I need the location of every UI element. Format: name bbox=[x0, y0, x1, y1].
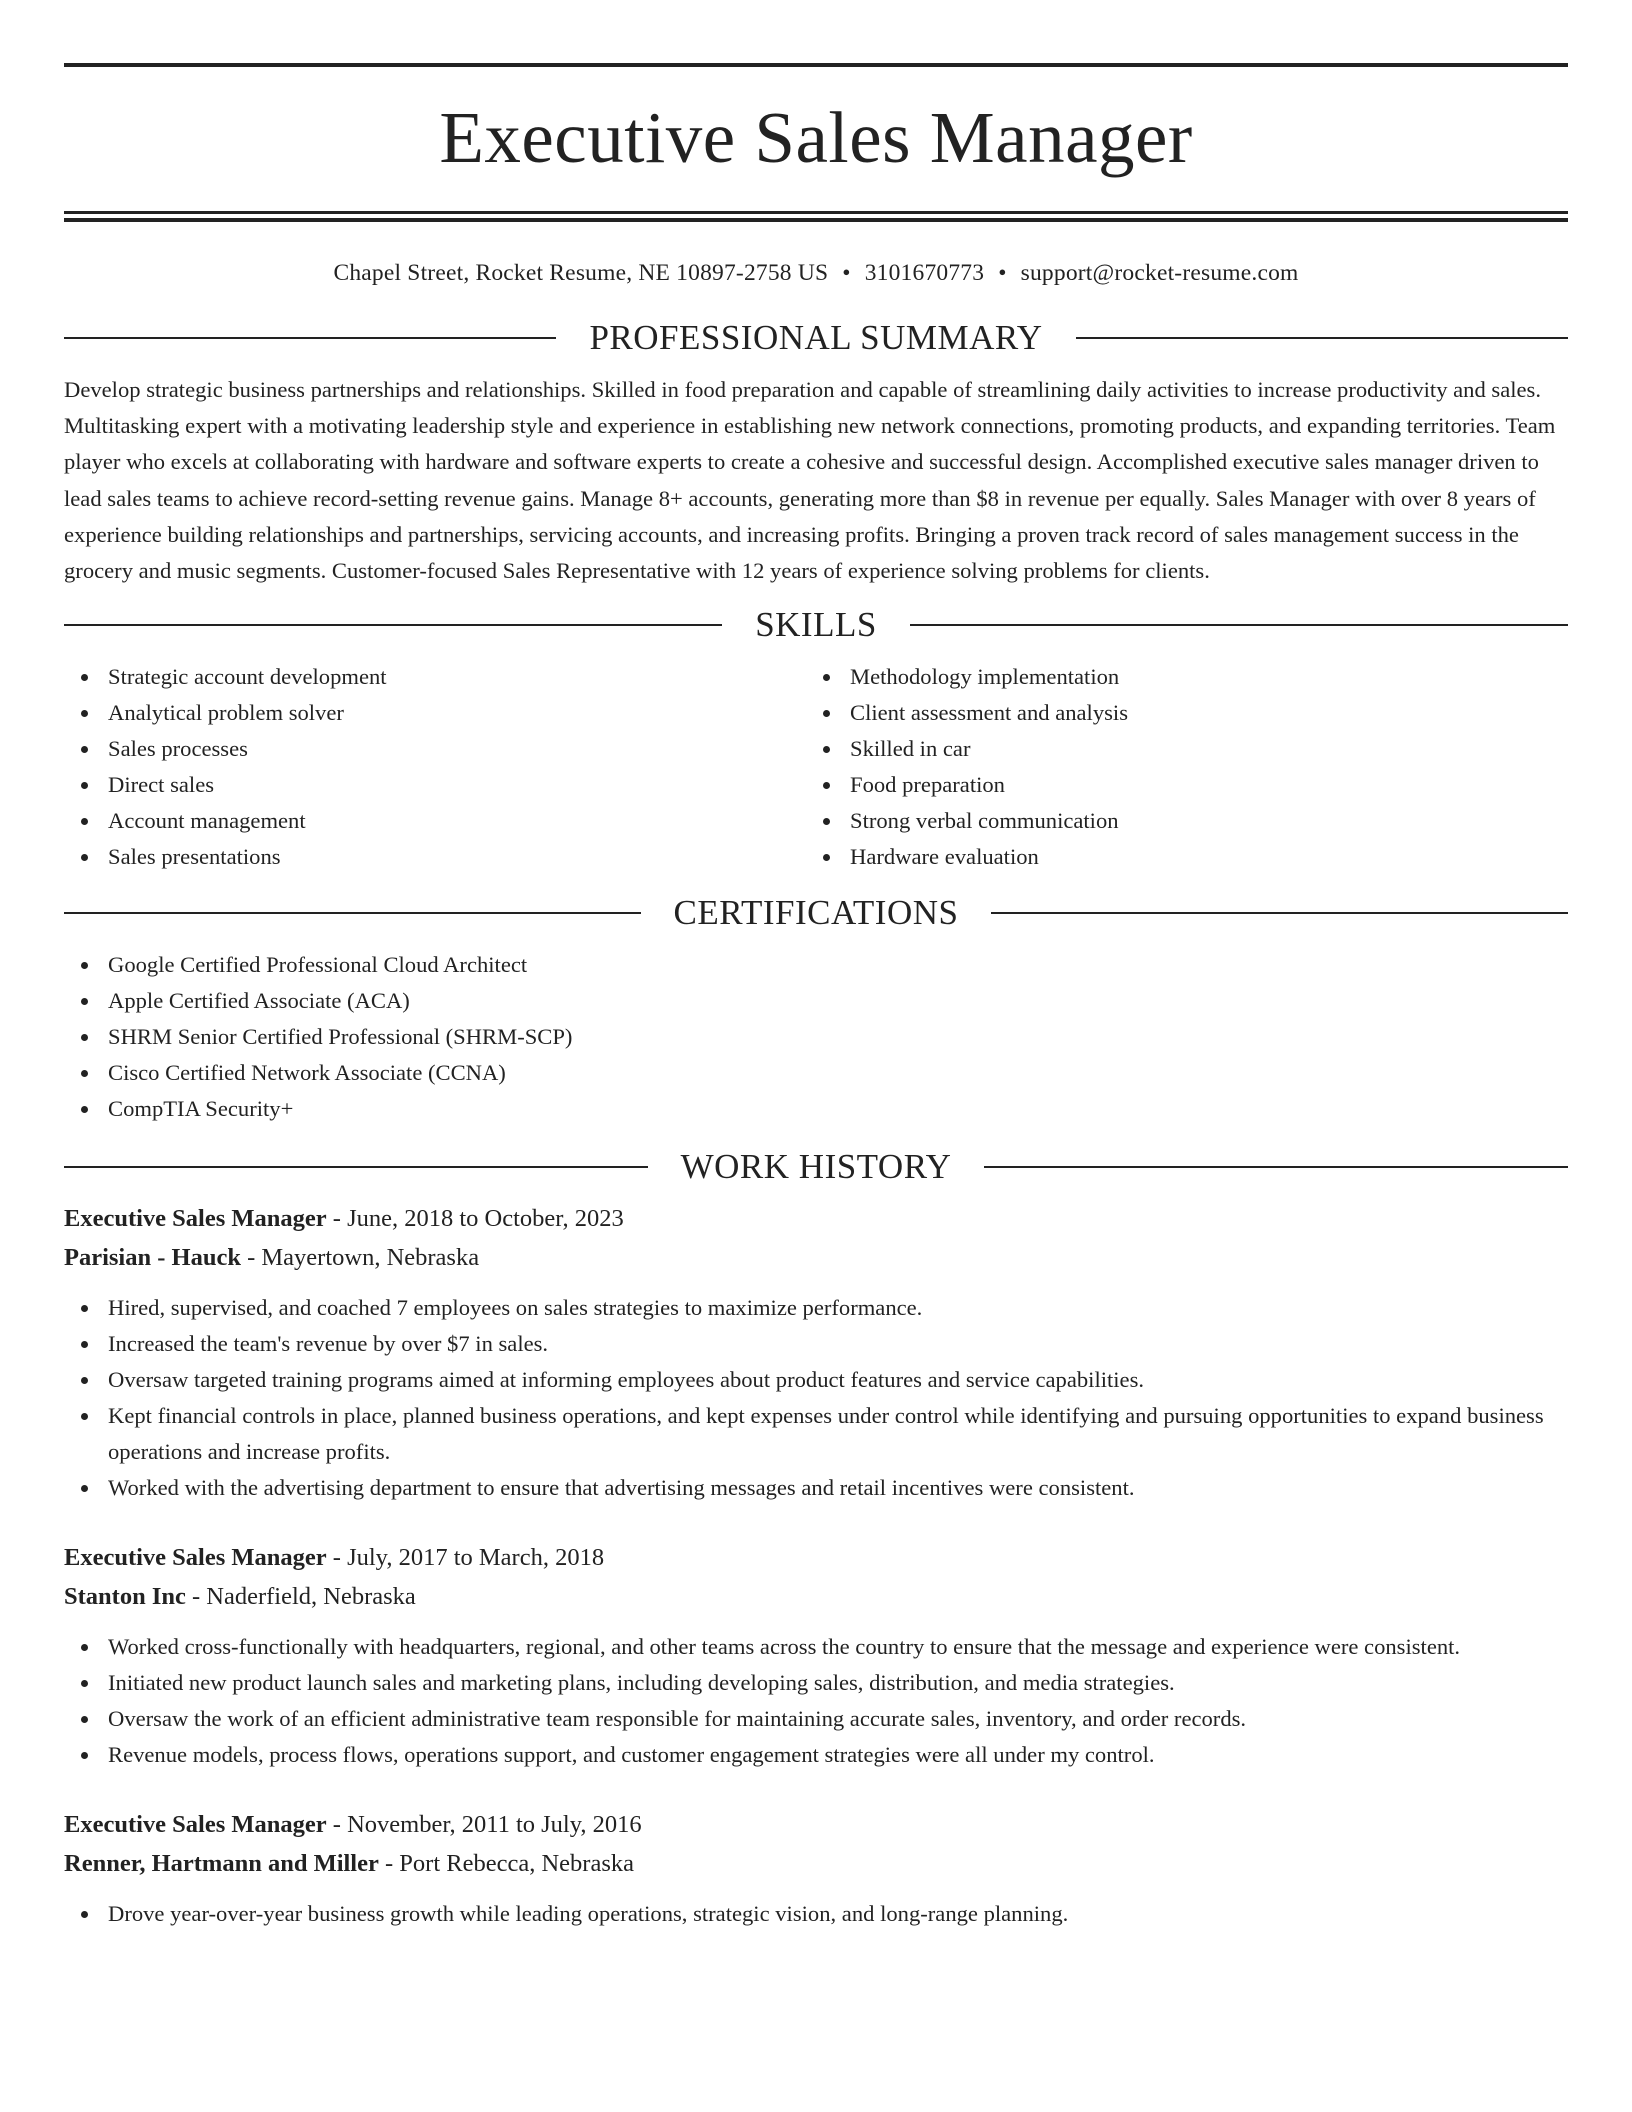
list-item: Initiated new product launch sales and marketing plans, including developing sales, distribution, and media strategies. bbox=[108, 1665, 1568, 1701]
section-heading-summary bbox=[64, 316, 1568, 360]
resume-name: Executive Sales Manager bbox=[439, 97, 1193, 178]
list-item: Methodology implementation bbox=[850, 659, 1548, 695]
list-item: Kept financial controls in place, planned business operations, and kept expenses under control while identifying and pursuing opportunities to expand business operations and increase profits. bbox=[108, 1398, 1568, 1470]
list-item: CompTIA Security+ bbox=[108, 1091, 1568, 1127]
job-entry bbox=[64, 1805, 1568, 1932]
heading-rule-left bbox=[64, 337, 556, 339]
list-item: Increased the team's revenue by over $7 in sales. bbox=[108, 1326, 1568, 1362]
certifications-list bbox=[64, 947, 1568, 1127]
job-dates: - June, 2018 to October, 2023 bbox=[326, 1205, 624, 1233]
heading-rule-right bbox=[984, 1166, 1568, 1168]
job-dates: - July, 2017 to March, 2018 bbox=[326, 1544, 605, 1572]
list-item: Google Certified Professional Cloud Architect bbox=[108, 947, 1568, 983]
heading-rule-right bbox=[910, 624, 1568, 626]
contact-address: Chapel Street, Rocket Resume, NE 10897-2758 US bbox=[333, 260, 829, 286]
job-location: - Port Rebecca, Nebraska bbox=[378, 1850, 634, 1878]
list-item: Worked cross-functionally with headquarters, regional, and other teams across the country to ensure that the message and experience were consistent. bbox=[108, 1629, 1568, 1665]
job-company-line bbox=[64, 1844, 1568, 1883]
job-location: - Mayertown, Nebraska bbox=[240, 1244, 480, 1272]
list-item: Revenue models, process flows, operations support, and customer engagement strategies were all under my control. bbox=[108, 1737, 1568, 1773]
list-item: Drove year-over-year business growth while leading operations, strategic vision, and long-range planning. bbox=[108, 1896, 1568, 1932]
contact-email: support@rocket-resume.com bbox=[1020, 260, 1299, 286]
job-bullets bbox=[64, 1629, 1568, 1773]
job-location: - Naderfield, Nebraska bbox=[185, 1583, 416, 1611]
list-item: Apple Certified Associate (ACA) bbox=[108, 983, 1568, 1019]
section-title: CERTIFICATIONS bbox=[673, 893, 959, 933]
list-item: Hired, supervised, and coached 7 employees on sales strategies to maximize performance. bbox=[108, 1290, 1568, 1326]
job-entry bbox=[64, 1538, 1568, 1773]
job-company: Renner, Hartmann and Miller bbox=[64, 1850, 379, 1878]
list-item: Food preparation bbox=[850, 767, 1548, 803]
job-title: Executive Sales Manager bbox=[64, 1544, 327, 1572]
section-heading-skills bbox=[64, 603, 1568, 647]
list-item: Sales presentations bbox=[108, 839, 806, 875]
job-title: Executive Sales Manager bbox=[64, 1811, 327, 1839]
skills-grid bbox=[64, 659, 1568, 875]
skills-right-list bbox=[806, 659, 1548, 875]
list-item: Account management bbox=[108, 803, 806, 839]
list-item: Sales processes bbox=[108, 731, 806, 767]
job-title-line bbox=[64, 1538, 1568, 1577]
list-item: Worked with the advertising department to ensure that advertising messages and retail incentives were consistent. bbox=[108, 1470, 1568, 1506]
list-item: Hardware evaluation bbox=[850, 839, 1548, 875]
job-company-line bbox=[64, 1577, 1568, 1616]
contact-line bbox=[64, 258, 1568, 288]
heading-rule-left bbox=[64, 912, 641, 914]
section-heading-work-history bbox=[64, 1145, 1568, 1189]
job-company: Parisian - Hauck bbox=[64, 1244, 241, 1272]
section-heading-certifications bbox=[64, 891, 1568, 935]
contact-separator: • bbox=[842, 260, 851, 286]
skills-left-list bbox=[64, 659, 806, 875]
job-bullets bbox=[64, 1896, 1568, 1932]
heading-rule-right bbox=[1076, 337, 1568, 339]
job-title-line bbox=[64, 1199, 1568, 1238]
heading-rule-left bbox=[64, 1166, 648, 1168]
heading-rule-left bbox=[64, 624, 722, 626]
list-item: SHRM Senior Certified Professional (SHRM-SCP) bbox=[108, 1019, 1568, 1055]
job-entry bbox=[64, 1199, 1568, 1506]
contact-phone: 3101670773 bbox=[864, 260, 985, 286]
list-item: Client assessment and analysis bbox=[850, 695, 1548, 731]
header-double-rule bbox=[64, 211, 1568, 222]
job-title-line bbox=[64, 1805, 1568, 1844]
job-company-line bbox=[64, 1238, 1568, 1277]
job-bullets bbox=[64, 1290, 1568, 1506]
list-item: Strategic account development bbox=[108, 659, 806, 695]
heading-rule-right bbox=[991, 912, 1568, 914]
list-item: Skilled in car bbox=[850, 731, 1548, 767]
list-item: Direct sales bbox=[108, 767, 806, 803]
section-title: SKILLS bbox=[755, 605, 877, 645]
section-title: PROFESSIONAL SUMMARY bbox=[589, 318, 1043, 357]
summary-text: Develop strategic business partnerships and relationships. Skilled in food preparation and capable of streamlining daily activities to increase productivity and sales. Multitasking expert with a motivating leadership style and experience in establishing new network connections, promoting products, and expanding territories. Team player who excels at collaborating with hardware and software experts to create a cohesive and successful design. Accomplished executive sales manager driven to lead sales teams to achieve record-setting revenue gains. Manage 8+ accounts, generating more than $8 in revenue per equally. Sales Manager with over 8 years of experience building relationships and partnerships, servicing accounts, and increasing profits. Bringing a proven track record of sales management success in the grocery and music segments. Customer-focused Sales Representative with 12 years of experience solving problems for clients. bbox=[64, 377, 1556, 584]
list-item: Cisco Certified Network Associate (CCNA) bbox=[108, 1055, 1568, 1091]
job-company: Stanton Inc bbox=[64, 1583, 186, 1611]
section-title: WORK HISTORY bbox=[680, 1147, 952, 1187]
job-title: Executive Sales Manager bbox=[64, 1205, 327, 1233]
list-item: Oversaw the work of an efficient administrative team responsible for maintaining accurate sales, inventory, and order records. bbox=[108, 1701, 1568, 1737]
list-item: Oversaw targeted training programs aimed at informing employees about product features and service capabilities. bbox=[108, 1362, 1568, 1398]
job-dates: - November, 2011 to July, 2016 bbox=[326, 1811, 642, 1839]
contact-separator: • bbox=[998, 260, 1007, 286]
list-item: Analytical problem solver bbox=[108, 695, 806, 731]
list-item: Strong verbal communication bbox=[850, 803, 1548, 839]
